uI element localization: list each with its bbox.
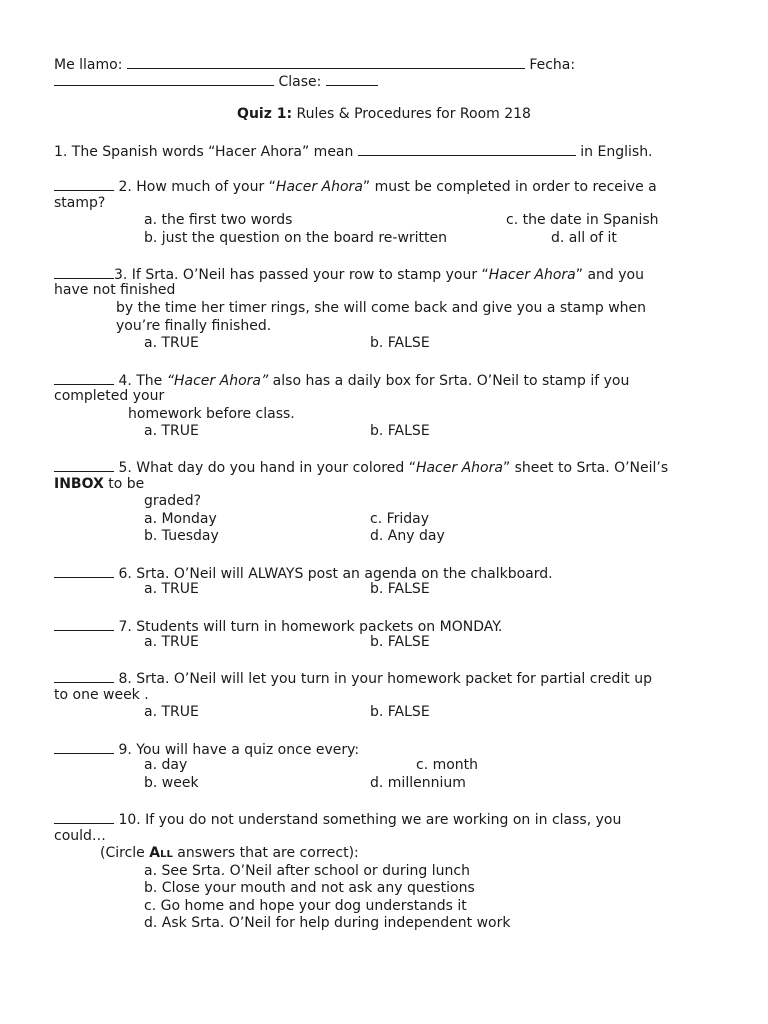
question-7 (54, 617, 502, 636)
q2-text-b: ” must be completed in order to receive a (362, 179, 657, 195)
question-1 (54, 142, 653, 161)
q2-emphasis: Hacer Ahora (275, 179, 363, 195)
q2-continuation: stamp? (54, 195, 106, 211)
q5-text: 5. What day do you hand in your colored “ (114, 460, 416, 476)
q4-line-3: homework before class. (128, 406, 295, 422)
q3-text: 3. If Srta. O’Neil has passed your row to stamp your “ (114, 267, 489, 283)
name-blank[interactable] (127, 55, 525, 69)
question-8 (54, 669, 652, 688)
q9-option-c: c. month (416, 757, 479, 773)
q6-option-a: a. TRUE (144, 581, 199, 597)
q10-instruction-c: answers that are correct): (172, 845, 359, 861)
q10-text: 10. If you do not understand something we are working on in class, you (114, 812, 622, 828)
q4-option-b: b. FALSE (370, 423, 430, 439)
q5-line-2-rest: to be (103, 476, 145, 492)
q3-option-b: b. FALSE (370, 335, 430, 351)
q7-option-b: b. FALSE (370, 634, 430, 650)
q10-option-b: b. Close your mouth and not ask any questions (144, 880, 475, 896)
q10-line-2: could… (54, 828, 106, 844)
question-10 (54, 810, 621, 829)
class-blank[interactable] (326, 72, 378, 86)
q2-text: 2. How much of your “ (114, 179, 276, 195)
quiz-title-rest: Rules & Procedures for Room 218 (292, 106, 531, 122)
q9-answer-blank[interactable] (54, 740, 114, 754)
q3-option-a: a. TRUE (144, 335, 199, 351)
q5-option-d: d. Any day (370, 528, 445, 544)
q4-line-2: completed your (54, 388, 165, 404)
q8-answer-blank[interactable] (54, 669, 114, 683)
q5-option-c: c. Friday (370, 511, 430, 527)
q5-option-a: a. Monday (144, 511, 217, 527)
q2-option-c: c. the date in Spanish (506, 212, 659, 228)
q3-emphasis: Hacer Ahora (488, 267, 576, 283)
q4-option-a: a. TRUE (144, 423, 199, 439)
q9-option-a: a. day (144, 757, 188, 773)
q10-instruction-a: (Circle (100, 845, 150, 861)
q4-answer-blank[interactable] (54, 371, 114, 385)
date-blank[interactable] (54, 72, 274, 86)
q5-line-2 (54, 476, 144, 493)
q5-line-3: graded? (144, 493, 202, 509)
quiz-title (0, 106, 768, 123)
quiz-title-bold: Quiz 1: (237, 106, 293, 122)
question-5 (54, 458, 668, 477)
q10-instruction-all: All (149, 845, 173, 861)
q6-answer-blank[interactable] (54, 564, 114, 578)
q8-line-2: to one week . (54, 687, 149, 703)
q6-option-b: b. FALSE (370, 581, 430, 597)
q10-option-c: c. Go home and hope your dog understands it (144, 898, 467, 914)
q1-text-after: in English. (580, 144, 653, 160)
q8-option-b: b. FALSE (370, 704, 430, 720)
q9-option-d: d. millennium (370, 775, 466, 791)
q8-text: 8. Srta. O’Neil will let you turn in your homework packet for partial credit up (114, 671, 652, 687)
q10-option-a: a. See Srta. O’Neil after school or during lunch (144, 863, 470, 879)
question-2 (54, 177, 657, 196)
q5-inbox-bold: INBOX (54, 476, 104, 492)
q3-text-b: ” and you (575, 267, 644, 283)
q2-option-a: a. the first two words (144, 212, 293, 228)
q2-option-b: b. just the question on the board re-written (144, 230, 448, 246)
class-label: Clase: (278, 74, 322, 90)
q9-text: 9. You will have a quiz once every: (114, 742, 360, 758)
name-label: Me llamo: (54, 57, 123, 73)
q10-option-d: d. Ask Srta. O’Neil for help during independent work (144, 915, 511, 931)
q3-line-2: have not finished (54, 282, 176, 298)
q4-text-b: also has a daily box for Srta. O’Neil to stamp if you (268, 373, 630, 389)
q10-instruction (100, 845, 359, 862)
q6-text: 6. Srta. O’Neil will ALWAYS post an agenda on the chalkboard. (118, 566, 553, 582)
q4-text: 4. The (114, 373, 167, 389)
q3-answer-blank[interactable] (54, 265, 114, 279)
q7-answer-blank[interactable] (54, 617, 114, 631)
q2-answer-blank[interactable] (54, 177, 114, 191)
q2-option-d: d. all of it (551, 230, 617, 246)
q5-option-b: b. Tuesday (144, 528, 219, 544)
q3-line-3: by the time her timer rings, she will come back and give you a stamp when (116, 300, 647, 316)
header-line-2 (54, 72, 378, 91)
q1-answer-blank[interactable] (358, 142, 576, 156)
q5-emphasis: Hacer Ahora (415, 460, 503, 476)
q4-emphasis: “Hacer Ahora” (166, 373, 269, 389)
question-6 (54, 564, 553, 583)
q1-text: 1. The Spanish words “Hacer Ahora” mean (54, 144, 354, 160)
q8-option-a: a. TRUE (144, 704, 199, 720)
q5-answer-blank[interactable] (54, 458, 114, 472)
question-9 (54, 740, 359, 759)
q3-line-4: you’re finally finished. (116, 318, 272, 334)
q5-text-b: ” sheet to Srta. O’Neil’s (502, 460, 669, 476)
q10-answer-blank[interactable] (54, 810, 114, 824)
q9-option-b: b. week (144, 775, 199, 791)
q7-text: 7. Students will turn in homework packets on MONDAY. (118, 619, 503, 635)
date-label: Fecha: (529, 57, 576, 73)
q7-option-a: a. TRUE (144, 634, 199, 650)
